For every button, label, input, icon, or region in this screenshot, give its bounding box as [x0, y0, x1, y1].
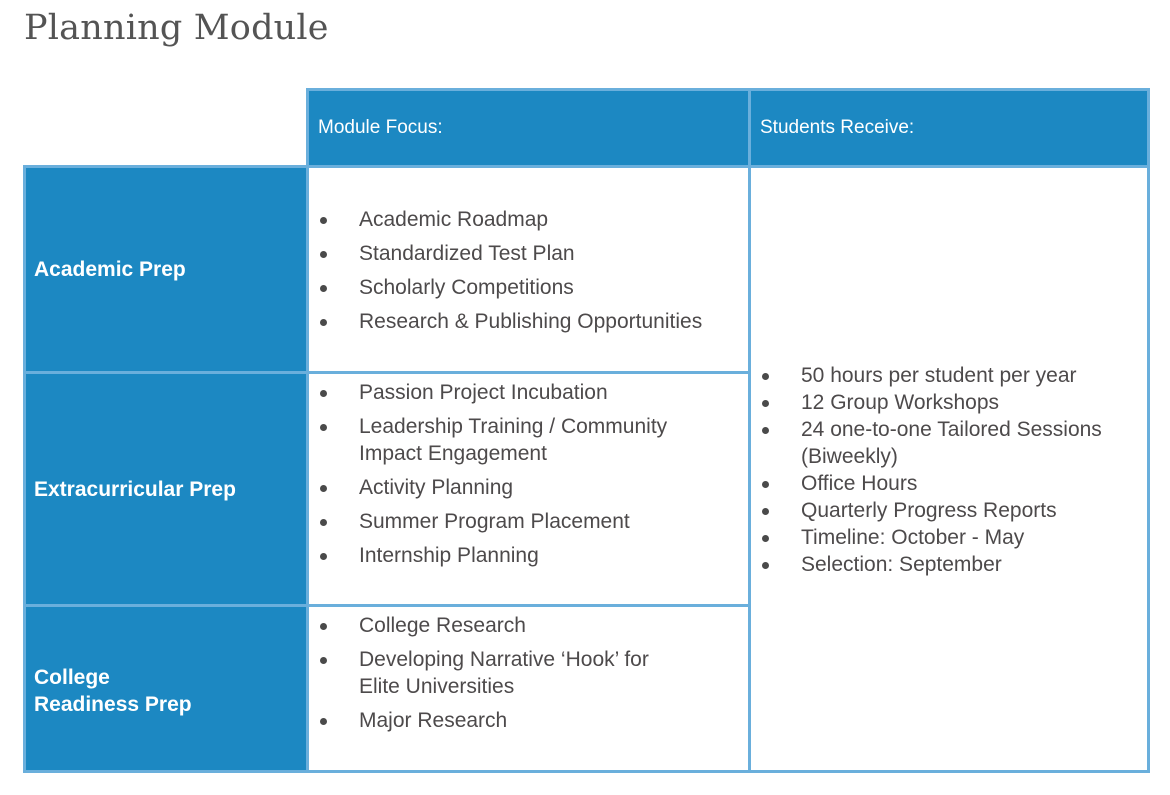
list-item: Leadership Training / Community Impact Engagement: [309, 413, 748, 467]
row-label-line: Extracurricular Prep: [34, 477, 236, 501]
list-item: Office Hours: [751, 470, 1147, 497]
row-label-line: Academic Prep: [34, 258, 186, 281]
header-students-receive: [748, 88, 1150, 168]
row-header-academic-prep: [23, 165, 309, 374]
list-item: Scholarly Competitions: [309, 274, 748, 301]
list-item: Academic Roadmap: [309, 206, 748, 233]
focus-cell-extracurricular: [306, 371, 751, 607]
list-item: Activity Planning: [309, 474, 748, 501]
header-module-focus: [306, 88, 751, 168]
list-item: Passion Project Incubation: [309, 379, 748, 406]
focus-list-college-readiness: [309, 612, 748, 741]
list-item: Timeline: October - May: [751, 524, 1147, 551]
focus-cell-college-readiness: [306, 604, 751, 773]
list-item: Major Research: [309, 707, 748, 734]
list-item: College Research: [309, 612, 748, 639]
list-item: 12 Group Workshops: [751, 389, 1147, 416]
header-module-focus-label: Module Focus:: [318, 117, 443, 138]
list-item: Developing Narrative ‘Hook’ for Elite Universities: [309, 646, 748, 700]
page-title: Planning Module: [24, 8, 329, 48]
students-receive-cell: [748, 165, 1150, 773]
focus-list-academic: [309, 206, 748, 342]
list-item: Selection: September: [751, 551, 1147, 578]
row-label-line: College: [34, 665, 110, 689]
list-item: Research & Publishing Opportunities: [309, 308, 748, 335]
row-label-line: Readiness Prep: [34, 692, 192, 716]
row-header-extracurricular-prep: [23, 371, 309, 607]
list-item: Quarterly Progress Reports: [751, 497, 1147, 524]
students-receive-list: [751, 362, 1147, 578]
header-students-receive-label: Students Receive:: [760, 117, 915, 138]
list-item: 24 one-to-one Tailored Sessions (Biweekly): [751, 416, 1147, 470]
row-header-college-readiness-prep: [23, 604, 309, 773]
focus-list-extracurricular: [309, 379, 748, 576]
list-item: Summer Program Placement: [309, 508, 748, 535]
list-item: 50 hours per student per year: [751, 362, 1147, 389]
list-item: Internship Planning: [309, 542, 748, 569]
list-item: Standardized Test Plan: [309, 240, 748, 267]
focus-cell-academic: [306, 165, 751, 374]
